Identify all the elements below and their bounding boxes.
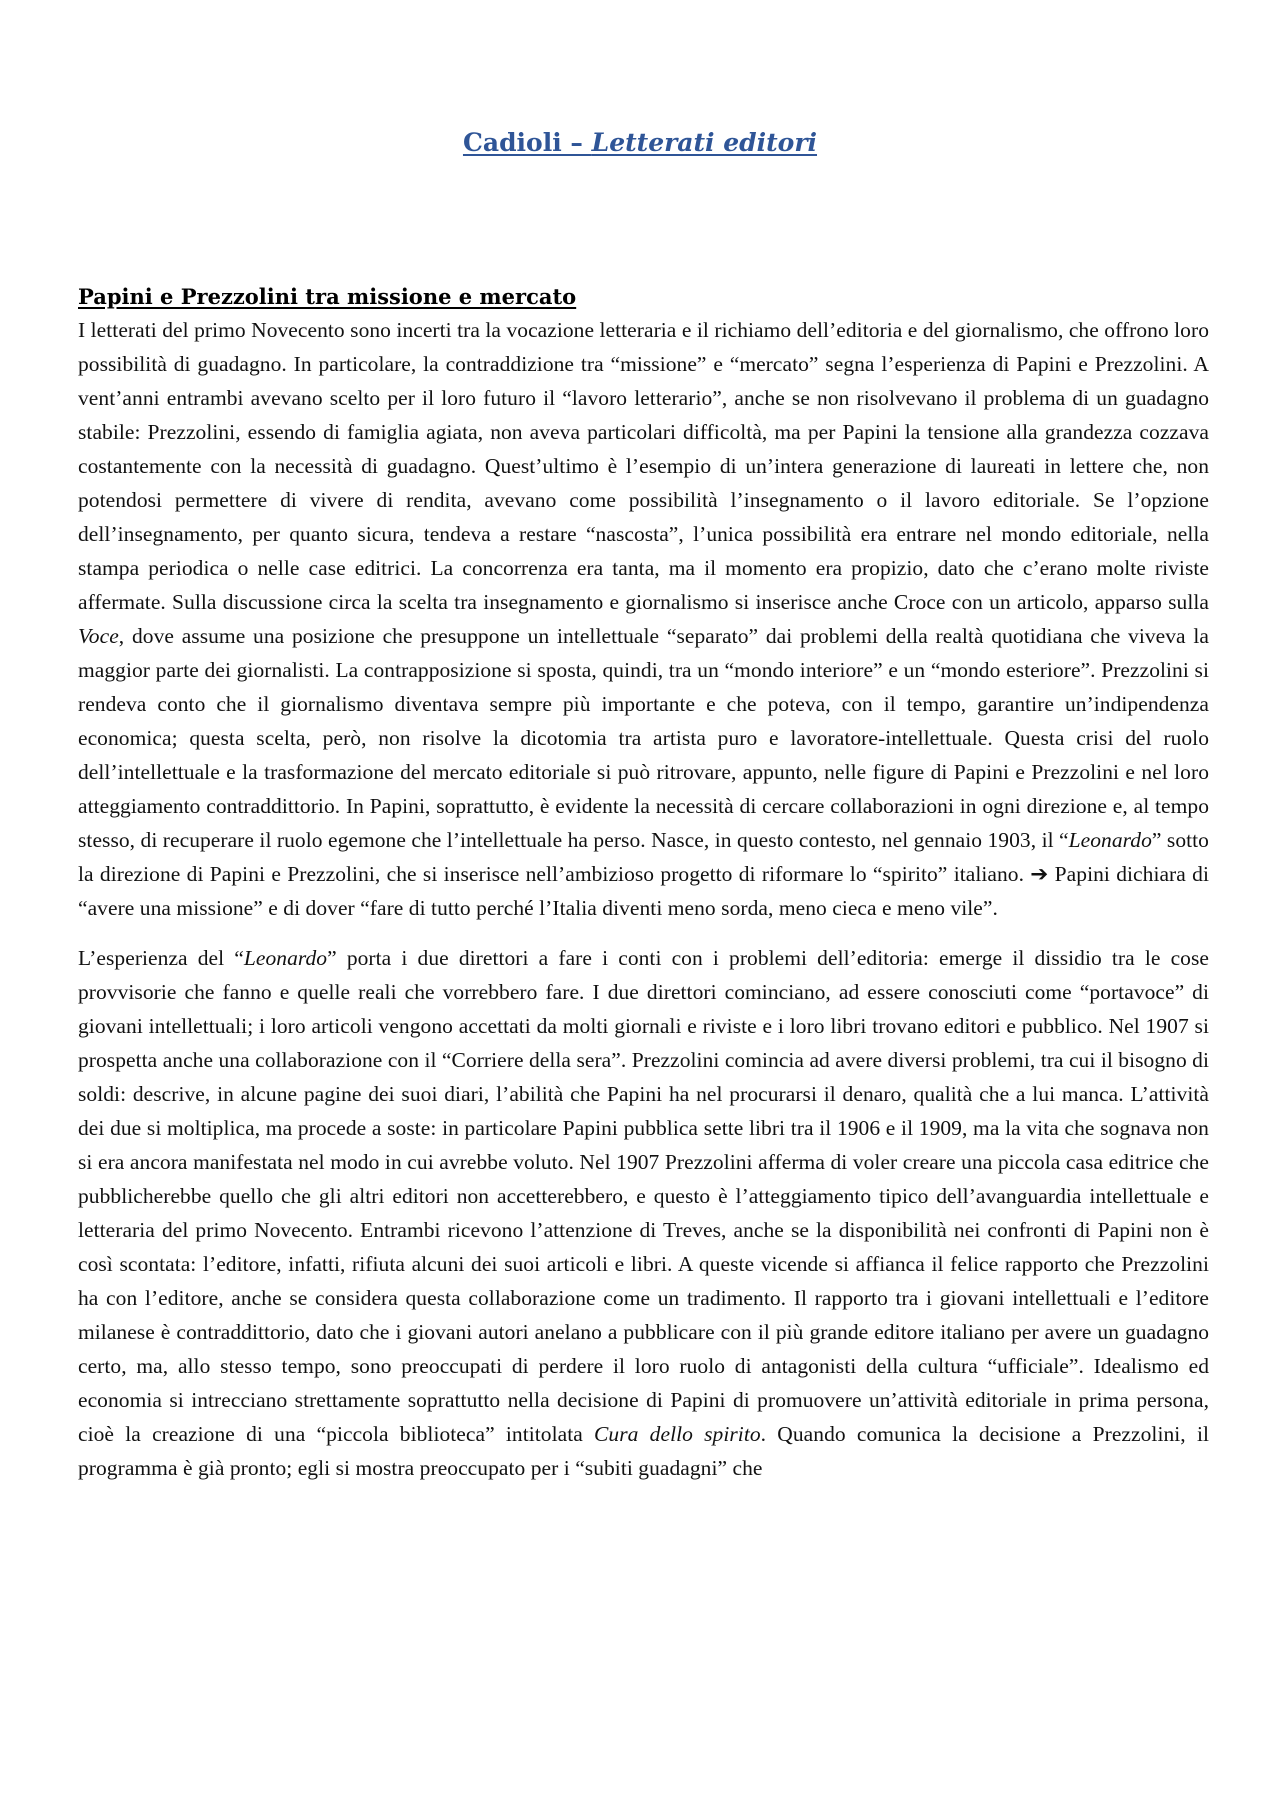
- paragraph-text: , dove assume una posizione che presuppone un intellettuale “separato” dai problemi della realtà quotidiana che viveva la maggior parte dei giornalisti. La contrapposizione si sposta, quindi, tra un “mondo interiore” e un “mondo esteriore”. Prezzolini si rendeva conto che il giornalismo diventava sempre più importante e che poteva, con il tempo, garantire un’indipendenza economica; questa scelta, però, non risolve la dicotomia tra artista puro e lavoratore-intellettuale. Questa crisi del ruolo dell’intellettuale e la trasformazione del mercato editoriale si può ritrovare, appunto, nelle figure di Papini e Prezzolini e nel loro atteggiamento contraddittorio. In Papini, soprattutto, è evidente la necessità di cercare collaborazioni in ogni direzione e, al tempo stesso, di recuperare il ruolo egemone che l’intellettuale ha perso. Nasce, in questo contesto, nel gennaio 1903, il “: [78, 624, 1209, 852]
- section-heading: Papini e Prezzolini tra missione e mercato: [78, 284, 577, 309]
- paragraph: [78, 313, 1209, 925]
- title-author: Cadioli –: [462, 128, 592, 157]
- italic-title-text: Cura dello spirito: [594, 1422, 761, 1446]
- document-body: [78, 283, 1209, 1485]
- italic-title-text: Leonardo: [243, 946, 328, 970]
- paragraph-text: L’esperienza del “: [78, 946, 244, 970]
- title-work: Letterati editori: [591, 128, 818, 157]
- document-title: [0, 128, 1280, 157]
- italic-title-text: Voce: [78, 624, 119, 648]
- italic-title-text: Leonardo: [1068, 828, 1152, 852]
- paragraph-text: . Quando comunica la decisione a Prezzolini, il programma è già pronto; egli si mostra preoccupato per i “subiti guadagni” che: [78, 1422, 1209, 1480]
- paragraph: [78, 941, 1209, 1485]
- paragraph-text: I letterati del primo Novecento sono incerti tra la vocazione letteraria e il richiamo dell’editoria e del giornalismo, che offrono loro possibilità di guadagno. In particolare, la contraddizione tra “missione” e “mercato” segna l’esperienza di Papini e Prezzolini. A vent’anni entrambi avevano scelto per il loro futuro il “lavoro letterario”, anche se non risolvevano il problema di un guadagno stabile: Prezzolini, essendo di famiglia agiata, non aveva particolari difficoltà, ma per Papini la tensione alla grandezza cozzava costantemente con la necessità di guadagno. Quest’ultimo è l’esempio di un’intera generazione di laureati in lettere che, non potendosi permettere di vivere di rendita, avevano come possibilità l’insegnamento o il lavoro editoriale. Se l’opzione dell’insegnamento, per quanto sicura, tendeva a restare “nascosta”, l’unica possibilità era entrare nel mondo editoriale, nella stampa periodica o nelle case editrici. La concorrenza era tanta, ma il momento era propizio, dato che c’erano molte riviste affermate. Sulla discussione circa la scelta tra insegnamento e giornalismo si inserisce anche Croce con un articolo, apparso sulla: [78, 318, 1209, 614]
- paragraph-text: ” sotto la direzione di Papini e Prezzolini, che si inserisce nell’ambizioso progetto di riformare lo “spirito” italiano. ➔ Papini dichiara di “avere una missione” e di dover “fare di tutto perché l’Italia diventi meno sorda, meno cieca e meno vile”.: [78, 828, 1209, 920]
- paragraph-text: ” porta i due direttori a fare i conti con i problemi dell’editoria: emerge il dissidio tra le cose provvisorie che fanno e quelle reali che vorrebbero fare. I due direttori cominciano, ad essere conosciuti come “portavoce” di giovani intellettuali; i loro articoli vengono accettati da molti giornali e riviste e i loro libri trovano editori e pubblico. Nel 1907 si prospetta anche una collaborazione con il “Corriere della sera”. Prezzolini comincia ad avere diversi problemi, tra cui il bisogno di soldi: descrive, in alcune pagine dei suoi diari, l’abilità che Papini ha nel procurarsi il denaro, qualità che a lui manca. L’attività dei due si moltiplica, ma procede a soste: in particolare Papini pubblica sette libri tra il 1906 e il 1909, ma la vita che sognava non si era ancora manifestata nel modo in cui avrebbe voluto. Nel 1907 Prezzolini afferma di voler creare una piccola casa editrice che pubblicherebbe quello che gli altri editori non accetterebbero, e questo è l’atteggiamento tipico dell’avanguardia intellettuale e letteraria del primo Novecento. Entrambi ricevono l’attenzione di Treves, anche se la disponibilità nei confronti di Papini non è così scontata: l’editore, infatti, rifiuta alcuni dei suoi articoli e libri. A queste vicende si affianca il felice rapporto che Prezzolini ha con l’editore, anche se considera questa collaborazione come un tradimento. Il rapporto tra i giovani intellettuali e l’editore milanese è contraddittorio, dato che i giovani autori anelano a pubblicare con il più grande editore italiano per avere un guadagno certo, ma, allo stesso tempo, sono preoccupati di perdere il loro ruolo di antagonisti della cultura “ufficiale”. Idealismo ed economia si intrecciano strettamente soprattutto nella decisione di Papini di promuovere un’attività editoriale in prima persona, cioè la creazione di una “piccola biblioteca” intitolata: [78, 946, 1209, 1446]
